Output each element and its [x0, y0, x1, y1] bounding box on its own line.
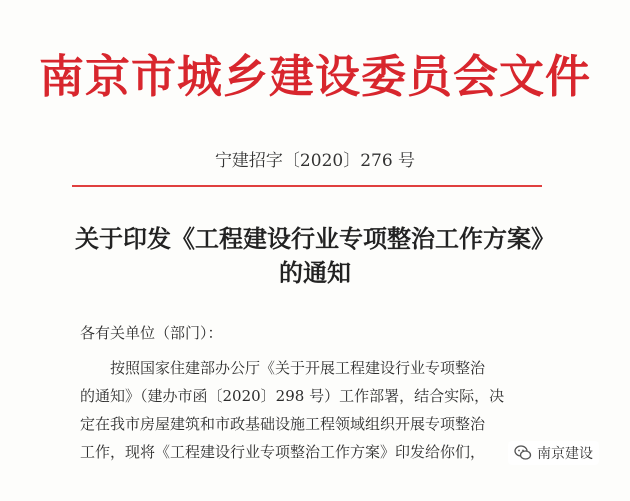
notice-title-line-2: 的通知 [279, 258, 351, 287]
red-divider-line [72, 185, 542, 187]
document-header-title: 南京市城乡建设委员会文件 [38, 50, 591, 103]
wechat-icon [514, 444, 532, 462]
body-line-4: 工作，现将《工程建设行业专项整治工作方案》印发给你们， [80, 443, 486, 461]
body-line-1: 按照国家住建部办公厅《关于开展工程建设行业专项整治 [110, 359, 486, 377]
body-line-2: 的通知》（建办市函〔2020〕298 号）工作部署，结合实际，决 [80, 387, 505, 405]
watermark-label: 南京建设 [537, 446, 593, 462]
notice-title [0, 222, 630, 290]
salutation: 各有关单位（部门）： [80, 324, 223, 342]
notice-title-line-1: 关于印发《工程建设行业专项整治工作方案》 [75, 224, 555, 253]
body-line-3: 定在我市房屋建筑和市政基础设施工程领域组织开展专项整治 [80, 415, 486, 433]
body-paragraph [80, 354, 550, 466]
account-watermark [508, 441, 599, 465]
document-number: 宁建招字〔2020〕276 号 [214, 151, 416, 171]
